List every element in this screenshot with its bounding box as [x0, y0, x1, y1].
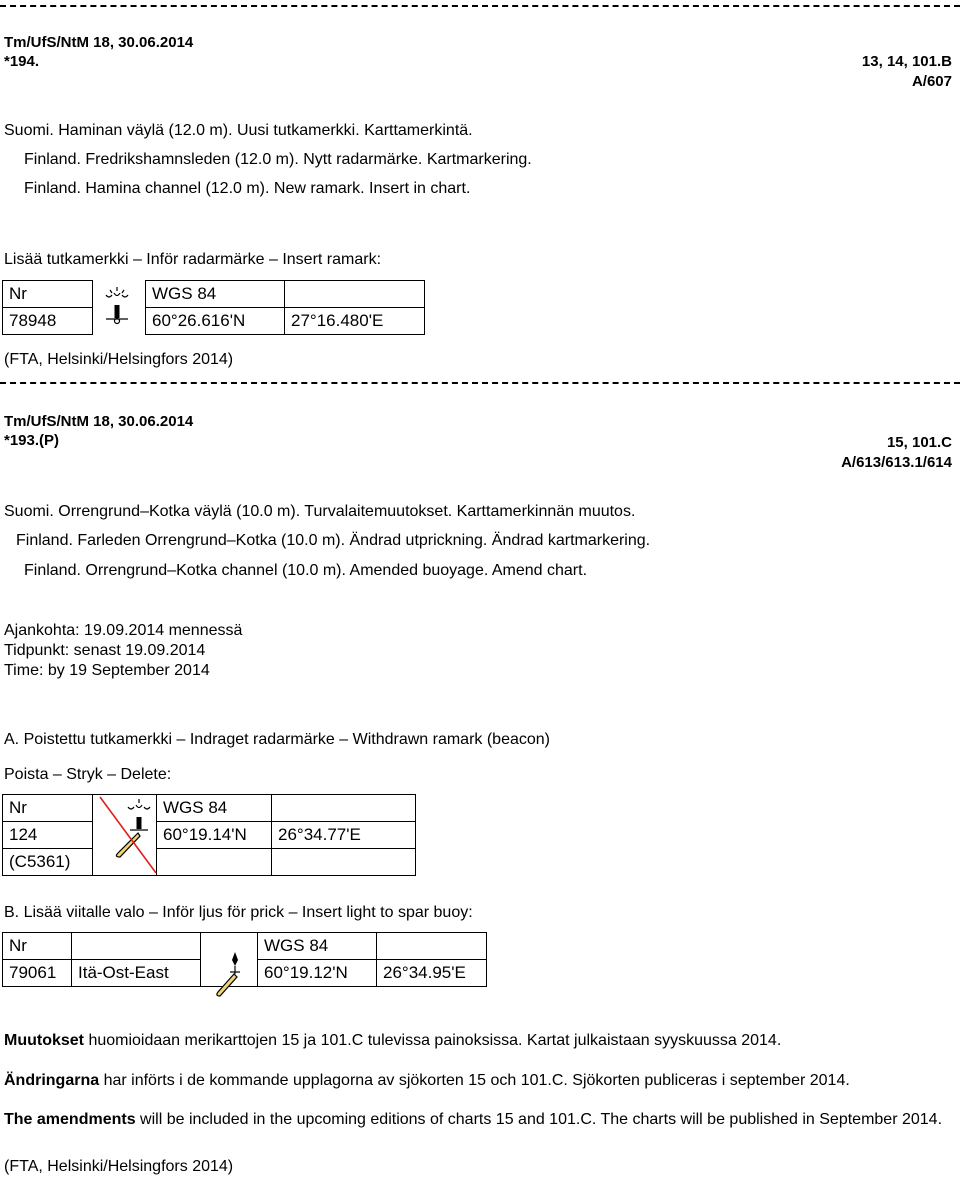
- ramark-table: [2, 280, 425, 335]
- notice-reference: Tm/UfS/NtM 18, 30.06.2014: [4, 34, 194, 51]
- cell-nr: 124: [3, 822, 93, 849]
- header-nr: Nr: [3, 795, 93, 822]
- note-swedish-bold: Ändringarna: [4, 1072, 100, 1089]
- section-b-heading: B. Lisää viitalle valo – Inför ljus för prick – Insert light to spar buoy:: [4, 904, 473, 921]
- chart-numbers: 15, 101.C: [886, 434, 952, 451]
- note-finnish: [4, 1031, 781, 1051]
- note-finnish-text: huomioidaan merikarttojen 15 ja 101.C tulevissa painoksissa. Kartat julkaistaan syyskuussa 2014.: [84, 1032, 782, 1049]
- cell-longitude: 27°16.480'E: [285, 308, 425, 335]
- time-finnish: Ajankohta: 19.09.2014 mennessä: [4, 622, 243, 639]
- withdrawn-ramark-table: [2, 794, 416, 876]
- note-swedish-text: har införts i de kommande upplagorna av sjökorten 15 och 101.C. Sjökorten publiceras i september 2014.: [99, 1072, 850, 1089]
- time-english: Time: by 19 September 2014: [4, 662, 210, 679]
- cell-latitude: 60°26.616'N: [146, 308, 285, 335]
- source-line: (FTA, Helsinki/Helsingfors 2014): [4, 1158, 234, 1175]
- cell-name: Itä-Ost-East: [72, 960, 201, 987]
- header-wgs84: WGS 84: [157, 795, 272, 822]
- chart-reference: A/607: [911, 73, 952, 90]
- notice-number: *194.: [4, 53, 40, 70]
- ramark-beacon-icon: [100, 285, 136, 327]
- source-line: (FTA, Helsinki/Helsingfors 2014): [4, 351, 234, 368]
- header-nr: Nr: [3, 281, 93, 308]
- note-english-bold: The amendments: [4, 1111, 136, 1128]
- instruction-insert-ramark: Lisää tutkamerkki – Inför radarmärke – Insert ramark:: [4, 251, 382, 268]
- delete-label: Poista – Stryk – Delete:: [4, 766, 172, 783]
- separator-line: [0, 5, 960, 7]
- note-english-text: will be included in the upcoming editions of charts 15 and 101.C. The charts will be published in September 2014.: [135, 1111, 943, 1128]
- section-a-heading: A. Poistettu tutkamerkki – Indraget radarmärke – Withdrawn ramark (beacon): [4, 731, 550, 748]
- note-swedish: [4, 1071, 850, 1091]
- title-english: Finland. Orrengrund–Kotka channel (10.0 m). Amended buoyage. Amend chart.: [24, 562, 588, 579]
- cell-latitude: 60°19.14'N: [157, 822, 272, 849]
- title-swedish: Finland. Farleden Orrengrund–Kotka (10.0 m). Ändrad utprickning. Ändrad kartmarkering.: [16, 532, 651, 549]
- note-finnish-bold: Muutokset: [4, 1032, 84, 1049]
- spar-buoy-light-icon: [210, 950, 246, 1002]
- cell-nr: 79061: [3, 960, 72, 987]
- title-finnish: Suomi. Haminan väylä (12.0 m). Uusi tutkamerkki. Karttamerkintä.: [4, 122, 473, 139]
- header-nr: Nr: [3, 933, 72, 960]
- notice-reference: Tm/UfS/NtM 18, 30.06.2014: [4, 413, 194, 430]
- notice-number: *193.(P): [4, 432, 60, 449]
- cell-longitude: 26°34.77'E: [272, 822, 416, 849]
- chart-reference: A/613/613.1/614: [841, 454, 952, 471]
- time-swedish: Tidpunkt: senast 19.09.2014: [4, 642, 206, 659]
- cell-nr: 78948: [3, 308, 93, 335]
- withdrawn-ramark-icon: [98, 795, 158, 875]
- title-swedish: Finland. Fredrikshamnsleden (12.0 m). Nytt radarmärke. Kartmarkering.: [24, 151, 532, 168]
- header-wgs84: WGS 84: [258, 933, 377, 960]
- title-finnish: Suomi. Orrengrund–Kotka väylä (10.0 m). Turvalaitemuutokset. Karttamerkinnän muutos.: [4, 503, 636, 520]
- title-english: Finland. Hamina channel (12.0 m). New ramark. Insert in chart.: [24, 180, 471, 197]
- chart-numbers: 13, 14, 101.B: [861, 53, 952, 70]
- cell-longitude: 26°34.95'E: [377, 960, 487, 987]
- header-wgs84: WGS 84: [146, 281, 285, 308]
- cell-latitude: 60°19.12'N: [258, 960, 377, 987]
- separator-line: [0, 382, 960, 384]
- note-english: [4, 1110, 942, 1130]
- cell-nr-secondary: (C5361): [3, 849, 93, 876]
